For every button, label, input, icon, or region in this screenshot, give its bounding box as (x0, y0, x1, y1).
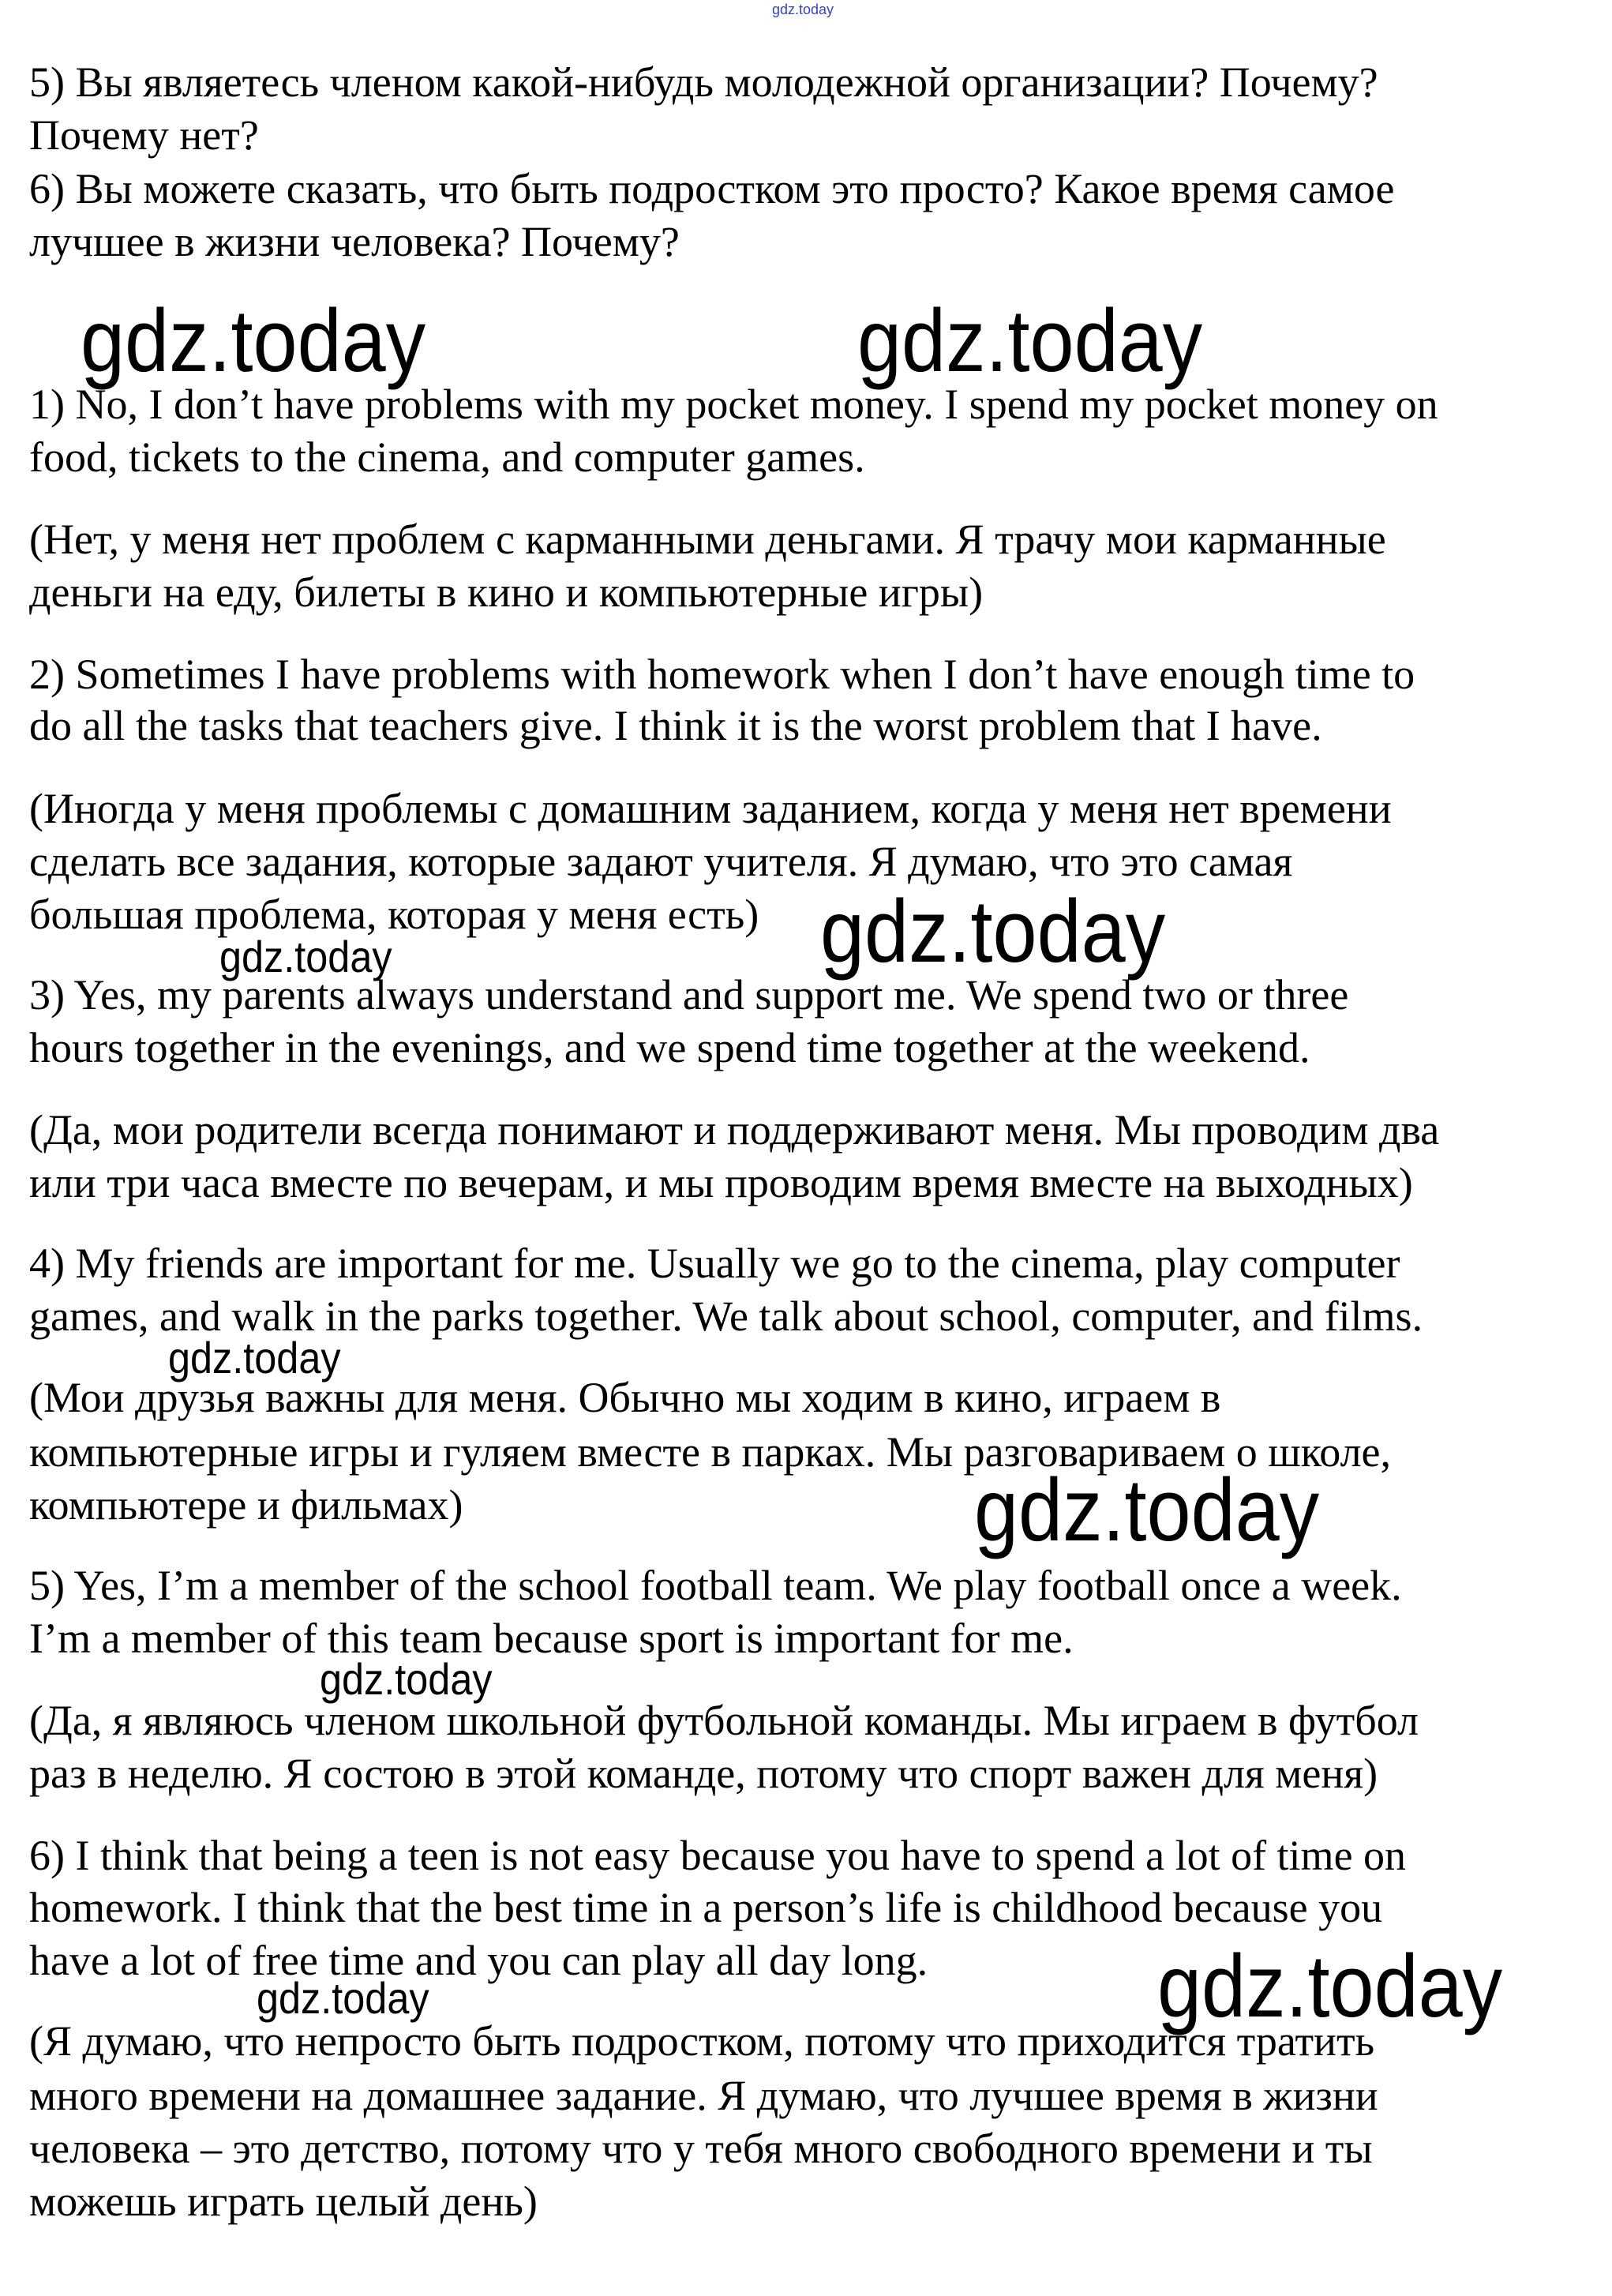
answer-line: человека – это детство, потому что у тебя много свободного времени и ты (29, 2124, 1373, 2172)
answer-line: have a lot of free time and you can play all day long. (29, 1937, 928, 1985)
answer-line: (Иногда у меня проблемы с домашним заданием, когда у меня нет времени (29, 785, 1392, 833)
answer-line: компьютерные игры и гуляем вместе в парках. Мы разговариваем о школе, (29, 1428, 1391, 1476)
answer-line: (Да, я являюсь членом школьной футбольной команды. Мы играем в футбол (29, 1696, 1419, 1744)
watermark-text: gdz.today (820, 881, 1166, 981)
answer-line: или три часа вместе по вечерам, и мы проводим время вместе на выходных) (29, 1158, 1413, 1206)
answer-line: деньги на еду, билеты в кино и компьютерные игры) (29, 568, 984, 616)
answer-line: (Да, мои родители всегда понимают и поддерживают меня. Мы проводим два (29, 1105, 1440, 1154)
header-watermark: gdz.today (772, 2, 834, 17)
answer-line: hours together in the evenings, and we spend time together at the weekend. (29, 1023, 1310, 1071)
answer-line: большая проблема, которая у меня есть) (29, 891, 759, 938)
watermark-text: gdz.today (1157, 1937, 1503, 2036)
answer-line: (Мои друзья важны для меня. Обычно мы ходим в кино, играем в (29, 1374, 1221, 1422)
answer-line: (Нет, у меня нет проблем с карманными деньгами. Я трачу мои карманные (29, 515, 1386, 563)
answer-line: homework. I think that the best time in a person’s life is childhood because you (29, 1884, 1383, 1932)
answer-line: 5) Yes, I’m a member of the school football team. We play football once a week. (29, 1562, 1402, 1610)
answer-line: компьютере и фильмах) (29, 1480, 463, 1529)
answer-line: можешь играть целый день) (29, 2177, 538, 2225)
watermark-text: gdz.today (81, 291, 426, 390)
answer-line: 4) My friends are important for me. Usually we go to the cinema, play computer (29, 1239, 1400, 1287)
answer-line: 3) Yes, my parents always understand and support me. We spend two or three (29, 971, 1349, 1019)
question-line: Почему нет? (29, 111, 259, 159)
watermark-text: gdz.today (168, 1333, 341, 1383)
answer-line: 2) Sometimes I have problems with homework when I don’t have enough time to (29, 650, 1415, 698)
question-line: 6) Вы можете сказать, что быть подростком это просто? Какое время самое (29, 165, 1395, 213)
answer-line: games, and walk in the parks together. We talk about school, computer, and films. (29, 1292, 1423, 1340)
question-line: лучшее в жизни человека? Почему? (29, 218, 680, 266)
answer-line: раз в неделю. Я состою в этой команде, потому что спорт важен для меня) (29, 1749, 1378, 1797)
watermark-text: gdz.today (974, 1460, 1320, 1559)
watermark-text: gdz.today (219, 931, 392, 981)
answer-line: 6) I think that being a teen is not easy because you have to spend a lot of time on (29, 1831, 1407, 1879)
answer-line: много времени на домашнее задание. Я думаю, что лучшее время в жизни (29, 2071, 1378, 2119)
watermark-text: gdz.today (256, 1973, 429, 2024)
answer-line: сделать все задания, которые задают учителя. Я думаю, что это самая (29, 838, 1293, 886)
watermark-text: gdz.today (319, 1653, 493, 1704)
answer-line: do all the tasks that teachers give. I think it is the worst problem that I have. (29, 701, 1322, 749)
answer-line: I’m a member of this team because sport is important for me. (29, 1614, 1074, 1662)
watermark-text: gdz.today (857, 291, 1202, 390)
answer-line: (Я думаю, что непросто быть подростком, потому что приходится тратить (29, 2017, 1375, 2065)
question-line: 5) Вы являетесь членом какой-нибудь молодежной организации? Почему? (29, 58, 1378, 106)
answer-line: food, tickets to the cinema, and computer games. (29, 433, 865, 481)
answer-line: 1) No, I don’t have problems with my pocket money. I spend my pocket money on (29, 381, 1438, 429)
